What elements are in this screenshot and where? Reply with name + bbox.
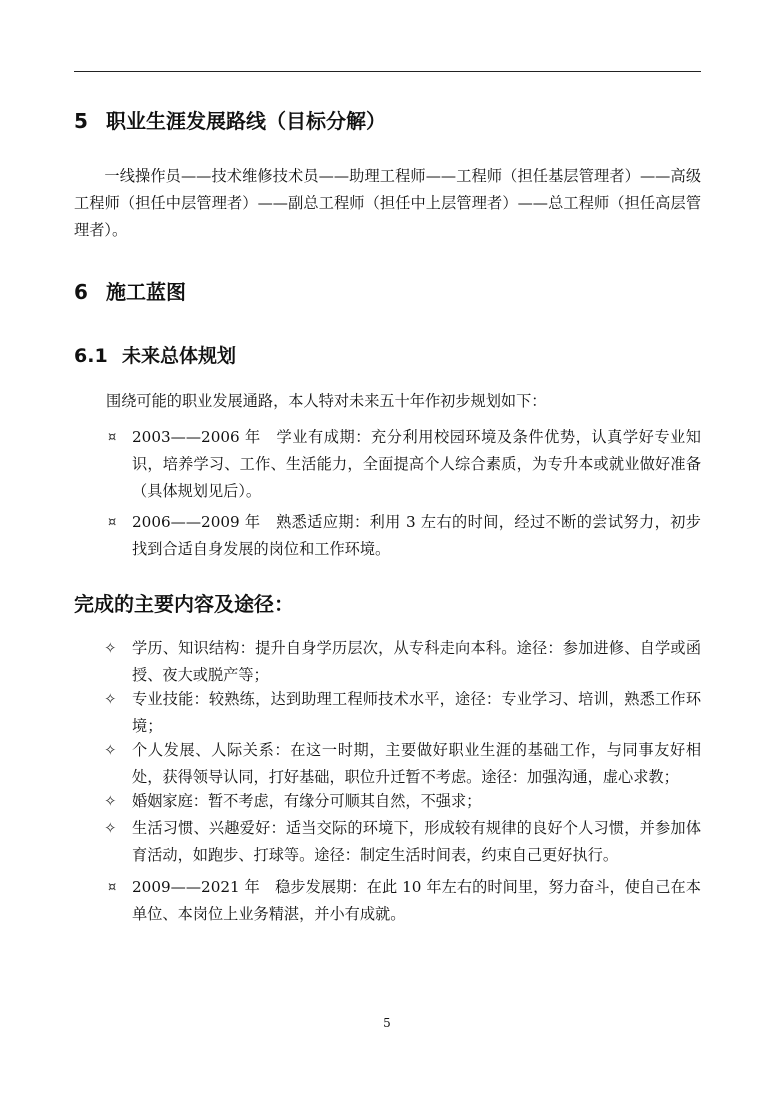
section-5-number: 5 [74,109,88,133]
phase-item [102,424,701,505]
phase-text: 2003——2006 年 学业有成期：充分利用校园环境及条件优势，认真学好专业知识，培养学习、工作、生活能力，全面提高个人综合素质，为专升本或就业做好准备（具体规划见后）。 [132,428,701,500]
page-number: 5 [383,1016,391,1030]
section-6-1-title: 未来总体规划 [122,345,237,367]
content-item [102,788,701,815]
diamond-bullet-icon: ✧ [104,819,117,837]
phase-text: 2009——2021 年 稳步发展期：在此 10 年左右的时间里，努力奋斗，使自己在本单位、本岗位上业务精湛，并小有成就。 [132,878,701,923]
currency-bullet-icon: ¤ [108,430,117,445]
section-6-heading [74,276,186,305]
content-item-text: 个人发展、人际关系：在这一时期，主要做好职业生涯的基础工作，与同事友好相处，获得领导认同，打好基础，职位升迁暂不考虑。途径：加强沟通，虚心求教； [132,741,701,786]
section-5-body: 一线操作员——技术维修技术员——助理工程师——工程师（担任基层管理者）——高级工程师（担任中层管理者）——副总工程师（担任中上层管理者）——总工程师（担任高层管理者）。 [74,167,701,239]
content-item [102,686,701,740]
content-item-text: 婚姻家庭：暂不考虑，有缘分可顺其自然，不强求； [132,792,482,810]
content-item [102,635,701,689]
phase-item [102,509,701,563]
section-6-1-heading [74,341,236,368]
diamond-bullet-icon: ✧ [104,741,117,759]
content-item [102,737,701,791]
currency-bullet-icon: ¤ [108,880,117,895]
content-item-text: 专业技能：较熟练，达到助理工程师技术水平，途径：专业学习、培训，熟悉工作环境； [132,690,701,735]
main-content-heading: 完成的主要内容及途径： [74,592,294,616]
diamond-bullet-icon: ✧ [104,690,117,708]
content-item-text: 学历、知识结构：提升自身学历层次，从专科走向本科。途径：参加进修、自学或函授、夜大或脱产等； [132,639,701,684]
diamond-bullet-icon: ✧ [104,792,117,810]
section-5-title: 职业生涯发展路线（目标分解） [106,109,386,133]
diamond-bullet-icon: ✧ [104,639,117,657]
phase-item [102,874,701,928]
content-item [102,815,701,869]
header-rule [74,71,701,72]
phase-text: 2006——2009 年 熟悉适应期：利用 3 左右的时间，经过不断的尝试努力，初步找到合适自身发展的岗位和工作环境。 [132,513,701,558]
content-item-text: 生活习惯、兴趣爱好：适当交际的环境下，形成较有规律的良好个人习惯，并参加体育活动，如跑步、打球等。途径：制定生活时间表，约束自己更好执行。 [132,819,701,864]
section-6-1-number: 6.1 [74,345,108,367]
section-5-heading [74,105,386,134]
section-6-title: 施工蓝图 [106,280,186,304]
section-6-1-intro: 围绕可能的职业发展通路，本人特对未来五十年作初步规划如下： [106,392,547,410]
section-6-number: 6 [74,280,88,304]
currency-bullet-icon: ¤ [108,515,117,530]
